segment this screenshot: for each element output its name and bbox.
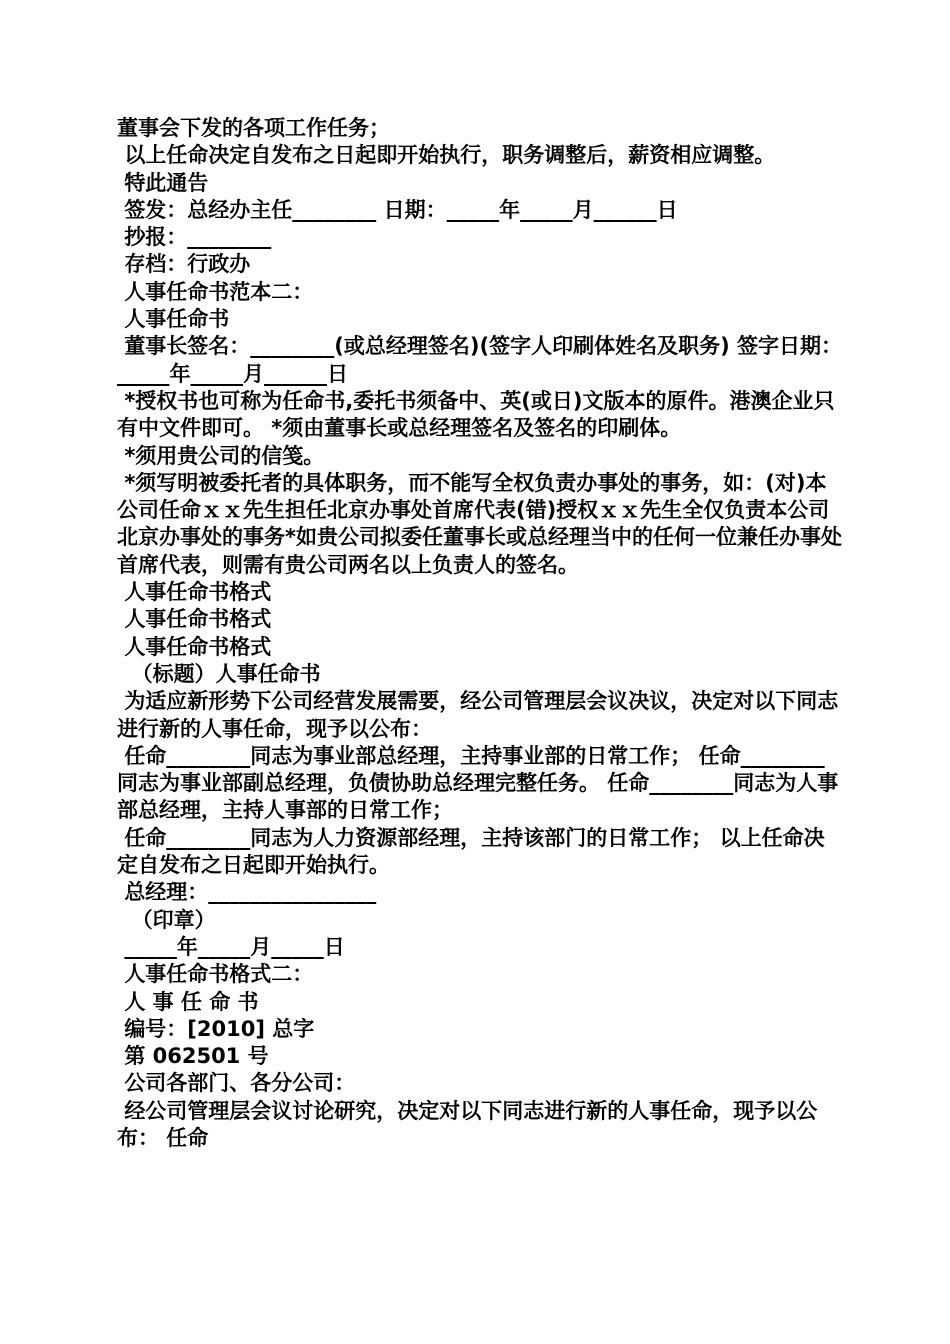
addressee-line: 公司各部门、各分公司： — [117, 1071, 356, 1096]
text-line: 以上任命决定自发布之日起即开始执行，职务调整后，薪资相应调整。 — [117, 143, 776, 168]
appointment-paragraph: 任命________同志为人力资源部经理，主持该部门的日常工作； 以上任命决定自发布之日起即开始执行。 — [117, 825, 825, 878]
general-manager-line: 总经理：________________ — [117, 880, 377, 905]
archive-line: 存档：行政办 — [117, 252, 251, 277]
appointment-paragraph: 任命________同志为事业部总经理，主持事业部的日常工作； 任命________同志为事业部副总经理，负债协助总经理完整任务。 任命________同志为人事部总经理，主持人事部的日常工作； — [117, 743, 839, 823]
cc-line: 抄报：________ — [117, 225, 272, 250]
note-paragraph: *授权书也可称为任命书,委托书须备中、英(或日)文版本的原件。港澳企业只有中文件即可。 *须由董事长或总经理签名及签名的印刷体。 — [117, 388, 835, 441]
section-heading: 人事任命书范本二： — [117, 279, 314, 304]
document-number: 编号：[2010] 总字 — [117, 1016, 315, 1041]
chairman-signature-line: 董事长签名：________(或总经理签名)(签字人印刷体姓名及职务) 签字日期：_____年_____月______日 — [117, 334, 843, 386]
body-paragraph: 经公司管理层会议讨论研究，决定对以下同志进行新的人事任命，现予以公布： 任命 — [117, 1098, 818, 1150]
text-line: 董事会下发的各项工作任务； — [117, 116, 390, 140]
text-line: 特此通告 — [117, 170, 209, 195]
note-paragraph: *须写明被委托者的具体职务，而不能写全权负责办事处的事务，如：(对)本公司任命ｘｘ先生担任北京办事处首席代表(错)授权ｘｘ先生全仅负责本公司北京办事处的事务*如贵公司拟委任董事长或总经理当中的任何一位兼任办事处首席代表，则需有贵公司两名以上负责人的签名。 — [117, 470, 842, 577]
signature-line: 签发：总经办主任________ 日期：_____年_____月______日 — [117, 197, 678, 222]
section-title: 人事任命书 — [117, 307, 230, 332]
date-line: _____年_____月_____日 — [117, 934, 345, 959]
section-heading: 人事任命书格式 — [117, 580, 272, 605]
body-paragraph: 为适应新形势下公司经营发展需要，经公司管理层会议决议，决定对以下同志进行新的人事任命，现予以公布： — [117, 689, 839, 741]
section-heading: 人事任命书格式二： — [117, 962, 314, 987]
section-title: （标题）人事任命书 — [117, 661, 321, 686]
section-heading: 人事任命书格式 — [117, 607, 272, 632]
section-heading: 人事任命书格式 — [117, 634, 272, 659]
note-paragraph: *须用贵公司的信笺。 — [117, 443, 325, 468]
document-number: 第 062501 号 — [117, 1044, 269, 1069]
document-body — [117, 115, 842, 1152]
seal-line: （印章） — [117, 907, 216, 932]
section-title: 人 事 任 命 书 — [117, 989, 259, 1014]
